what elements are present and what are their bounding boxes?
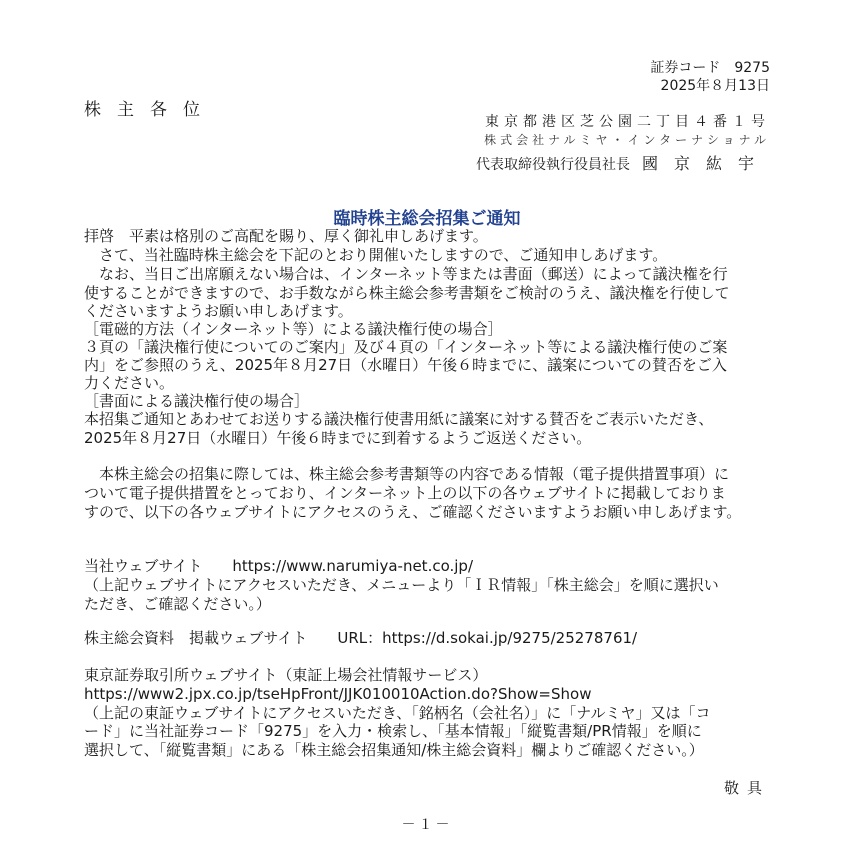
body-line: （上記の東証ウェブサイトにアクセスいただき、「銘柄名（会社名）」に「ナルミヤ」又は「コ [84, 704, 711, 722]
body-line: 選択して、「縦覧書類」にある「株主総会招集通知/株主総会資料」欄よりご確認ください。） [84, 741, 704, 759]
body-line: （上記ウェブサイトにアクセスいただき、メニューより「ＩＲ情報」「株主総会」を順に選択い [84, 576, 719, 594]
body-line: 本株主総会の招集に際しては、株主総会参考書類等の内容である情報（電子提供措置事項）に [84, 465, 730, 483]
section-heading: ［書面による議決権行使の場合］ [84, 392, 310, 410]
section-heading: ［電磁的方法（インターネット等）による議決権行使の場合］ [84, 320, 503, 338]
body-line: 本招集ご通知とあわせてお送りする議決権行使書用紙に議案に対する賛否をご表示いただき、 [84, 410, 714, 428]
body-line: すので、以下の各ウェブサイトにアクセスのうえ、ご確認くださいますようお願い申しあげます。 [84, 503, 742, 521]
body-line: 拝啓 平素は格別のご高配を賜り、厚く御礼申しあげます。 [84, 227, 488, 245]
representative-title: 代表取締役執行役員社長 [475, 157, 630, 173]
notice-date: 2025年８月13日 [660, 78, 770, 94]
securities-code: 証券コード 9275 [650, 60, 770, 76]
page-number: －１－ [401, 817, 453, 833]
company-website: 当社ウェブサイト https://www.narumiya-net.co.jp/ [84, 557, 474, 575]
tse-url: https://www2.jpx.co.jp/tseHpFront/JJK010010Action.do?Show=Show [84, 685, 592, 703]
closing-phrase: 敬具 [723, 779, 770, 797]
body-line: 力ください。 [84, 374, 175, 392]
document-title: 臨時株主総会招集ご通知 [333, 209, 521, 229]
body-line: ード」に当社証券コード「9275」を入力・検索し、「基本情報」「縦覧書類/PR情報」を順に [84, 722, 702, 740]
addressee: 株主各位 [84, 100, 216, 120]
representative [476, 155, 770, 174]
company-name: 株式会社ナルミヤ・インターナショナル [484, 133, 770, 147]
body-line: ついて電子提供措置をとっており、インターネット上の以下の各ウェブサイトに掲載しておりま [84, 484, 726, 502]
materials-website: 株主総会資料 掲載ウェブサイト URL：https://d.sokai.jp/9275/25278761/ [84, 629, 638, 647]
body-line: ただき、ご確認ください。） [84, 595, 271, 613]
representative-name: 國京紘宇 [641, 154, 770, 173]
body-line: くださいますようお願い申しあげます。 [84, 302, 353, 320]
body-line: なお、当日ご出席願えない場合は、インターネット等または書面（郵送）によって議決権を行 [84, 265, 728, 283]
body-line: 2025年８月27日（水曜日）午後６時までに到着するようご返送ください。 [84, 429, 592, 447]
body-line: 東京証券取引所ウェブサイト（東証上場会社情報サービス） [84, 666, 488, 684]
body-line: 内」をご参照のうえ、2025年８月27日（水曜日）午後６時までに、議案についての賛否をご入 [84, 356, 727, 374]
company-address: 東京都港区芝公園二丁目４番１号 [485, 114, 770, 130]
body-line: 使することができますので、お手数ながら株主総会参考書類をご検討のうえ、議決権を行使して [84, 284, 730, 302]
body-line: ３頁の「議決権行使についてのご案内」及び４頁の「インターネット等による議決権行使のご案 [84, 338, 728, 356]
body-line: さて、当社臨時株主総会を下記のとおり開催いたしますので、ご通知申しあげます。 [84, 246, 668, 264]
